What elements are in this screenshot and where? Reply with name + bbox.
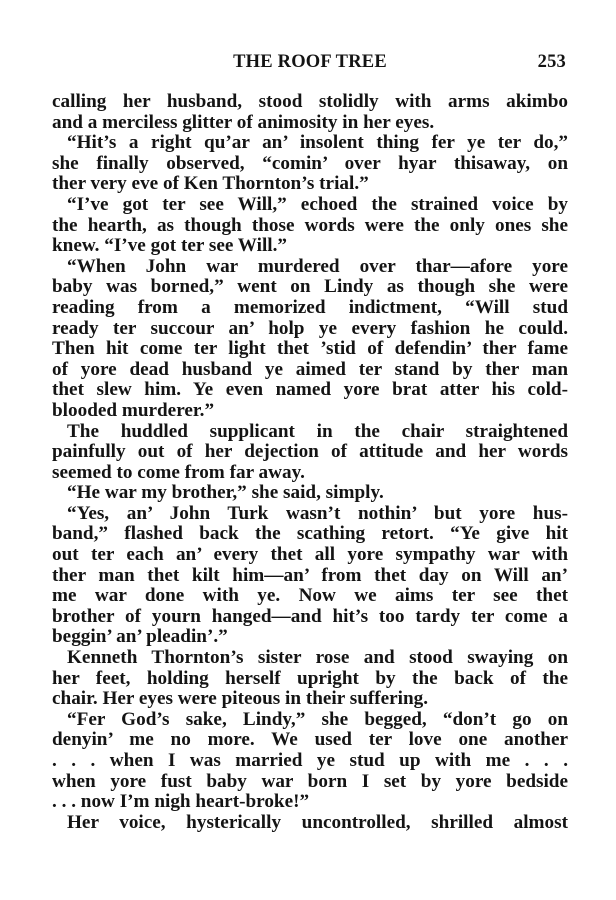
paragraph [52,813,568,834]
text-line: painfully out of her dejection of attitude and her words [52,441,568,463]
text-line: baby was borned,” went on Lindy as though she were [52,276,568,298]
page-number: 253 [537,52,566,72]
text-line: “Yes, an’ John Turk wasn’t nothin’ but yore hus- [67,502,568,524]
text-line: the hearth, as though those words were the only ones she [52,214,568,236]
paragraph [52,133,568,195]
text-line: ther very eve of Ken Thornton’s trial.” [52,173,369,195]
text-line: thet slew him. Ye even named yore brat atter his cold- [52,379,568,401]
paragraph [52,648,568,710]
text-line: blooded murderer.” [52,399,215,421]
paragraph [52,257,568,422]
text-line: ther man thet kilt him—an’ from thet day on Will an’ [52,564,568,586]
paragraph [52,195,568,257]
text-line: me war done with ye. Now we aims ter see thet [52,585,568,607]
text-line: chair. Her eyes were piteous in their suffering. [52,688,429,710]
paragraph [52,92,568,133]
paragraph [52,422,568,484]
running-header [54,52,566,78]
text-line: reading from a memorized indictment, “Will stud [52,296,568,318]
text-line: she finally observed, “comin’ over hyar thisaway, on [52,152,568,174]
paragraph [52,710,568,813]
text-line: band,” flashed back the scathing retort. “Ye give hit [52,523,568,545]
text-line: “Hit’s a right qu’ar an’ insolent thing fer ye ter do,” [67,132,568,154]
text-line: brother of yourn hanged—and hit’s too tardy ter come a [52,605,568,627]
paragraph [52,483,568,504]
text-line: out ter each an’ every thet all yore sympathy war with [52,544,568,566]
text-line: calling her husband, stood stolidly with arms akimbo [52,91,568,112]
running-title: THE ROOF TREE [233,52,387,72]
text-line: denyin’ me no more. We used ter love one another [52,729,568,751]
text-line: Kenneth Thornton’s sister rose and stood swaying on [67,647,568,669]
text-line: knew. “I’ve got ter see Will.” [52,235,288,257]
text-line: “He war my brother,” she said, simply. [67,482,384,504]
text-line: . . . now I’m nigh heart-broke!” [52,791,310,813]
text-line: Her voice, hysterically uncontrolled, shrilled almost [67,811,568,833]
body-text [52,92,568,833]
text-line: seemed to come from far away. [52,461,305,483]
text-line: “I’ve got ter see Will,” echoed the strained voice by [67,193,568,215]
text-line: when yore fust baby war born I set by yore bedside [52,770,568,792]
paragraph [52,504,568,648]
text-line: “Fer God’s sake, Lindy,” she begged, “don’t go on [67,708,568,730]
text-line: ready ter succour an’ holp ye every fashion he could. [52,317,568,339]
text-line: her feet, holding herself upright by the back of the [52,667,568,689]
text-line: and a merciless glitter of animosity in her eyes. [52,111,435,133]
text-line: Then hit come ter light thet ’stid of defendin’ ther fame [52,338,568,360]
text-line: beggin’ an’ pleadin’.” [52,626,228,648]
text-line: The huddled supplicant in the chair straightened [67,420,568,442]
text-line: . . . when I was married ye stud up with me . . . [52,750,568,771]
text-line: of yore dead husband ye aimed ter stand by ther man [52,358,568,380]
text-line: “When John war murdered over thar—afore yore [67,255,568,277]
